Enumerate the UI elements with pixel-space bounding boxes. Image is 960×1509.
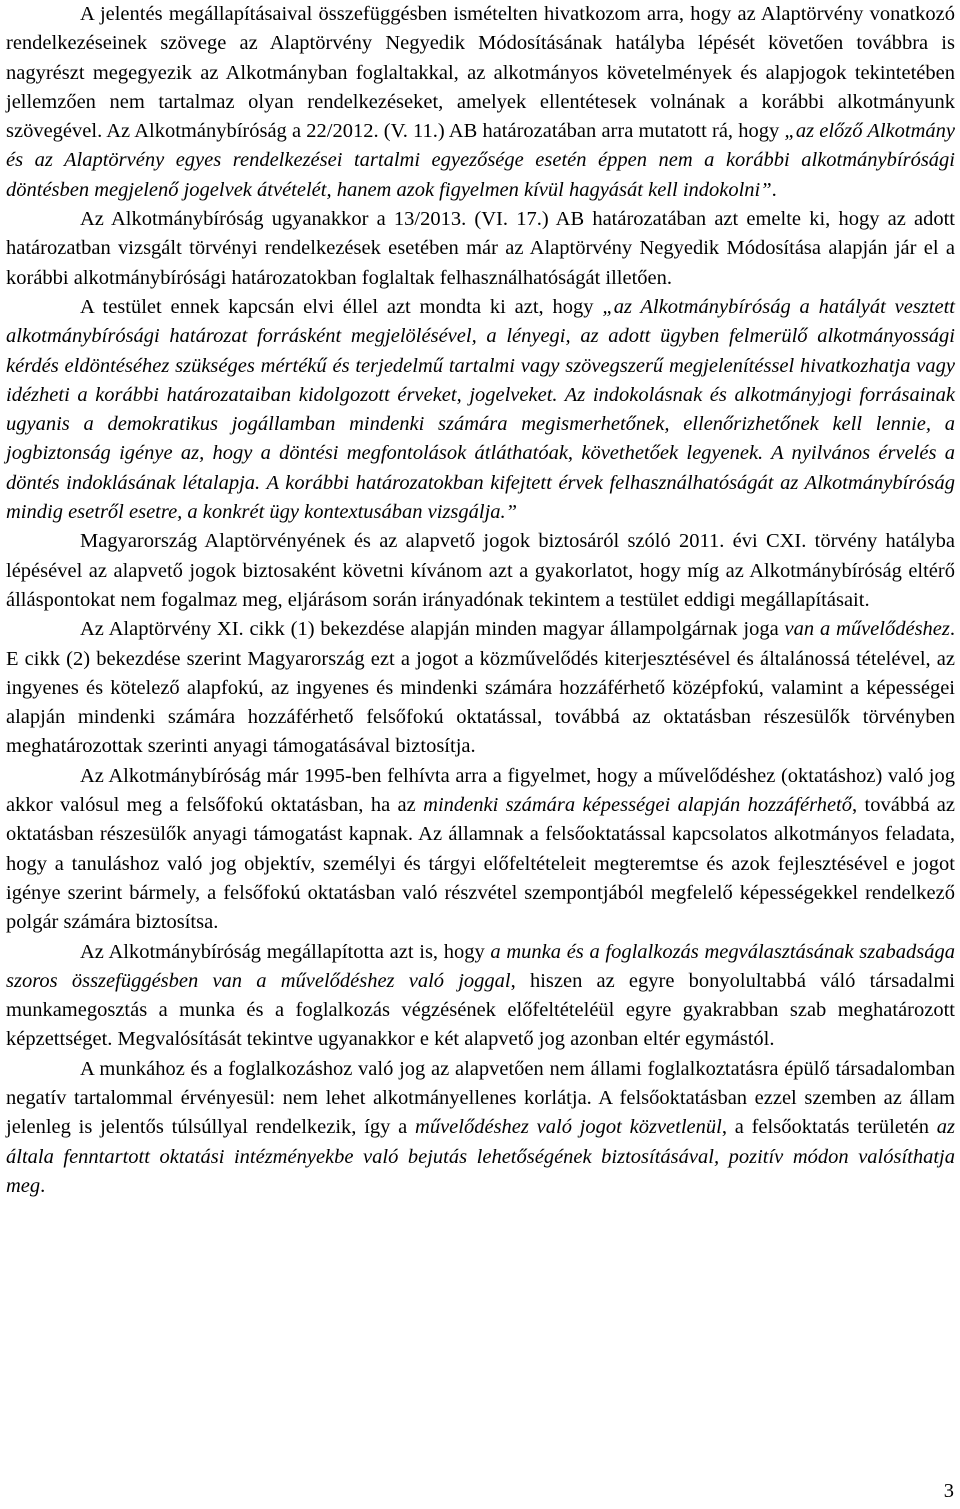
paragraph	[6, 0, 955, 205]
text-run: .	[40, 1174, 46, 1197]
italic-phrase: a munka és a foglalkozás megválasztásának szabadsága szoros összefüggésben van a művelődéshez való joggal	[6, 940, 955, 992]
text-run: Magyarország Alaptörvényének és az alapvető jogok biztosáról szóló 2011. évi CXI. törvény hatályba lépésével az alapvető jogok biztosaként követni kívánom azt a gyakorlatot, hogy míg az Alkotmánybíróság eltérő álláspontokat nem fogalmaz meg, eljárásom során irányadónak tekintem a testület eddigi megállapításait.	[6, 530, 955, 611]
paragraph	[6, 527, 955, 615]
text-run: Az Alkotmánybíróság ugyanakkor a 13/2013. (VI. 17.) AB határozatában azt emelte ki, hogy az adott határozatban vizsgált törvényi rendelkezések esetében már az Alaptörvény Negyedik Módosítása alapján jár el a korábbi alkotmánybírósági határozatokban foglaltak felhasználhatóságát illetően.	[6, 208, 955, 289]
italic-phrase: mindenki számára képességei alapján hozzáférhető	[423, 794, 853, 817]
text-run: , hiszen az egyre bonyolultabbá váló társadalmi munkamegosztás a munka és a foglalkozás végzésének előfeltételéül egyre gyakrabban szab meghatározott képzettséget. Megvalósítását tekintve ugyanakkor e két alapvető jog azonban eltér egymástól.	[6, 969, 955, 1051]
text-run: Az Alkotmánybíróság megállapította azt is, hogy	[80, 940, 491, 963]
text-run: A jelentés megállapításaival összefüggésben ismételten hivatkozom arra, hogy az Alaptörvény vonatkozó rendelkezéseinek szövege az Alaptörvény Negyedik Módosításának hatályba lépését követően továbbra is nagyrészt megegyezik az Alkotmányban foglaltakkal, az alkotmányos követelmények és alapjogok tekintetében jellemzően nem tartalmaz olyan rendelkezéseket, amelyek ellentétesek volnának a korábbi alkotmányunk szövegével. Az Alkotmánybíróság a 22/2012. (V. 11.) AB határozatában arra mutatott rá, hogy	[6, 3, 955, 143]
paragraph	[6, 938, 955, 1055]
text-run: .	[771, 178, 777, 201]
paragraph	[6, 1055, 955, 1201]
page-number: 3	[943, 1480, 954, 1502]
italic-quote: „az előző Alkotmány és az Alaptörvény egyes rendelkezései tartalmi egyezősége esetén éppen nem a korábbi alkotmánybírósági döntésben megjelenő jogelvek átvételét, hanem azok figyelmen kívül hagyását kell indokolni”	[6, 120, 955, 201]
text-run: Az Alaptörvény XI. cikk (1) bekezdése alapján minden magyar állampolgárnak joga	[80, 618, 785, 641]
italic-phrase: művelődéshez való jogot közvetlenül	[415, 1116, 722, 1139]
italic-quote: „az Alkotmánybíróság a hatályát vesztett alkotmánybírósági határozat forrásként megjelölésével, a lényegi, az adott ügyben felmerülő alkotmányossági kérdés eldöntéséhez szükséges mértékű és terjedelmű tartalmi vagy szövegszerű megjelenítéssel hivatkozhatja vagy idézheti a korábbi határozataiban kidolgozott érveket, jogelveket. Az indokolásnak és alkotmányjogi forrásainak ugyanis a demokratikus jogállamban mindenki számára megismerhetőnek, ellenőrizhetőnek kell lennie, a jogbiztonság igénye az, hogy a döntési megfontolások átláthatóak, követhetőek legyenek. A nyilvános érvelés a döntés indoklásának létalapja. A korábbi határozatokban kifejtett érvek felhasználhatóságát az Alkotmánybíróság mindig esetről esetre, a konkrét ügy kontextusában vizsgálja.”	[6, 295, 955, 524]
italic-phrase: van a művelődéshez	[784, 618, 950, 641]
paragraph	[6, 293, 955, 527]
text-run: Az Alkotmánybíróság már 1995-ben felhívta arra a figyelmet, hogy a művelődéshez (oktatáshoz) való jog akkor valósul meg a felsőfokú oktatásban, ha az	[6, 764, 955, 817]
text-run: , továbbá az oktatásban részesülők anyagi támogatást kapnak. Az államnak a felsőoktatással kapcsolatos alkotmányos feladata, hogy a tanuláshoz való jog objektív, személyi és tárgyi előfeltételeit megteremtse és azok fejlesztésével e jogot igénye szerint bármely, a felsőfokú oktatásban való részvétel szempontjából megfelelő képességekkel rendelkező polgár számára biztosítsa.	[6, 794, 956, 934]
paragraph	[6, 762, 955, 938]
italic-phrase: az általa fenntartott oktatási intézményekbe való bejutás lehetőségének biztosításával, pozitív módon valósíthatja meg	[6, 1116, 955, 1197]
text-run: A testület ennek kapcsán elvi éllel azt mondta ki azt, hogy	[80, 295, 603, 318]
text-run: A munkához és a foglalkozáshoz való jog az alapvetően nem állami foglalkoztatásra épülő társadalomban negatív tartalommal érvényesül: nem lehet alkotmányellenes korlátja. A felsőoktatásban ezzel szemben az állam jelenleg is jelentős túlsúllyal rendelkezik, így a	[6, 1057, 955, 1139]
text-run: , a felsőoktatás területén	[721, 1116, 937, 1139]
document-page	[6, 0, 955, 1201]
paragraph	[6, 615, 955, 761]
paragraph	[6, 205, 955, 293]
text-run: . E cikk (2) bekezdése szerint Magyarország ezt a jogot a közművelődés kiterjesztésével és általánossá tételével, az ingyenes és kötelező alapfokú, az ingyenes és mindenki számára hozzáférhető középfokú, valamint a képességei alapján mindenki számára hozzáférhető felsőfokú oktatással, továbbá az oktatásban részesülők törvényben meghatározottak szerinti anyagi támogatásával biztosítja.	[6, 618, 956, 758]
